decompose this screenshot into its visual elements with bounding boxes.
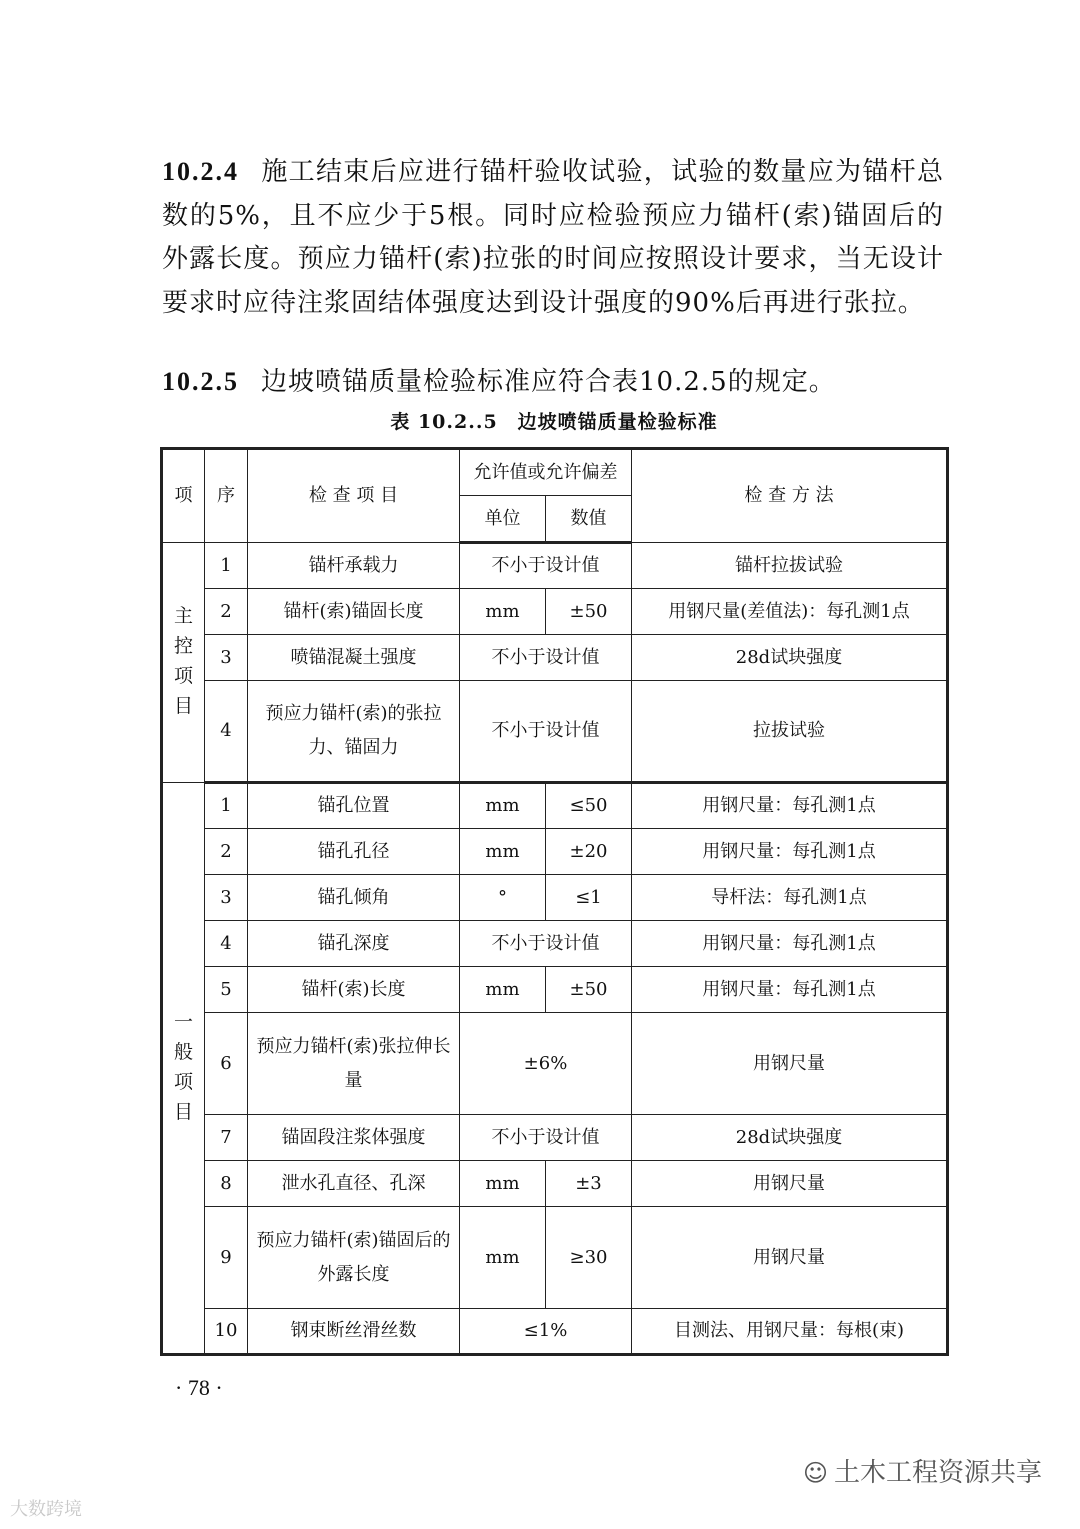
row-seq: 3 [205, 635, 248, 681]
row-seq: 8 [205, 1161, 248, 1207]
row-item: 预应力锚杆(索)张拉伸长量 [248, 1013, 460, 1115]
header-allowance: 允许值或允许偏差 [460, 449, 632, 496]
row-seq: 1 [205, 543, 248, 589]
row-seq: 2 [205, 829, 248, 875]
row-method: 28d试块强度 [632, 635, 948, 681]
row-item: 钢束断丝滑丝数 [248, 1309, 460, 1355]
page-number: · 78 · [175, 1375, 223, 1400]
row-allowance: 不小于设计值 [460, 543, 632, 589]
category-main [162, 543, 205, 783]
row-method: 导杆法：每孔测1点 [632, 875, 948, 921]
table-row [162, 921, 948, 967]
table-row [162, 589, 948, 635]
row-method: 锚杆拉拔试验 [632, 543, 948, 589]
row-method: 用钢尺量：每孔测1点 [632, 783, 948, 829]
table-row [162, 681, 948, 783]
watermark-right [803, 1452, 1042, 1489]
table-row [162, 1207, 948, 1309]
row-unit: mm [460, 589, 546, 635]
row-unit: ° [460, 875, 546, 921]
row-unit: mm [460, 829, 546, 875]
row-allowance: 不小于设计值 [460, 921, 632, 967]
row-method: 用钢尺量：每孔测1点 [632, 921, 948, 967]
category-main-text: 主控项目 [173, 605, 193, 717]
row-item: 锚杆(索)锚固长度 [248, 589, 460, 635]
row-value: ±50 [546, 589, 632, 635]
table-row [162, 875, 948, 921]
watermark-right-text: 土木工程资源共享 [833, 1458, 1042, 1488]
row-value: ±3 [546, 1161, 632, 1207]
row-method: 用钢尺量 [632, 1161, 948, 1207]
watermark-left: 大数跨境 [10, 1499, 82, 1520]
row-seq: 9 [205, 1207, 248, 1309]
row-unit: mm [460, 967, 546, 1013]
clause-text: 施工结束后应进行锚杆验收试验，试验的数量应为锚杆总数的5%，且不应少于5根。同时应检验预应力锚杆(索)锚固后的外露长度。预应力锚杆(索)拉张的时间应按照设计要求，当无设计要求时应待注浆固结体强度达到设计强度的90%后再进行张拉。 [162, 157, 944, 318]
row-item: 泄水孔直径、孔深 [248, 1161, 460, 1207]
row-item: 预应力锚杆(索)的张拉力、锚固力 [248, 681, 460, 783]
table-row [162, 829, 948, 875]
table-row [162, 635, 948, 681]
row-value: ±50 [546, 967, 632, 1013]
row-item: 锚孔孔径 [248, 829, 460, 875]
row-item: 锚杆承载力 [248, 543, 460, 589]
header-category: 项 [162, 449, 205, 543]
row-seq: 4 [205, 921, 248, 967]
row-method: 用钢尺量 [632, 1207, 948, 1309]
table-row [162, 783, 948, 829]
row-value: ≤1 [546, 875, 632, 921]
row-allowance: ≤1% [460, 1309, 632, 1355]
row-seq: 2 [205, 589, 248, 635]
row-seq: 6 [205, 1013, 248, 1115]
row-item: 锚孔位置 [248, 783, 460, 829]
row-seq: 10 [205, 1309, 248, 1355]
row-allowance: 不小于设计值 [460, 1115, 632, 1161]
clause-text: 边坡喷锚质量检验标准应符合表10.2.5的规定。 [261, 367, 836, 397]
row-item: 喷锚混凝土强度 [248, 635, 460, 681]
row-method: 用钢尺量：每孔测1点 [632, 829, 948, 875]
row-seq: 3 [205, 875, 248, 921]
category-general [162, 783, 205, 1355]
header-unit: 单位 [460, 496, 546, 543]
row-method: 用钢尺量：每孔测1点 [632, 967, 948, 1013]
row-seq: 4 [205, 681, 248, 783]
table-row [162, 1309, 948, 1355]
paragraph-10-2-5 [162, 360, 944, 405]
wechat-icon: ☺ [802, 1459, 828, 1487]
row-unit: mm [460, 1207, 546, 1309]
row-unit: mm [460, 783, 546, 829]
row-item: 锚杆(索)长度 [248, 967, 460, 1013]
row-method: 28d试块强度 [632, 1115, 948, 1161]
header-item: 检 查 项 目 [248, 449, 460, 543]
row-method: 用钢尺量 [632, 1013, 948, 1115]
row-method: 用钢尺量(差值法)：每孔测1点 [632, 589, 948, 635]
row-method: 拉拔试验 [632, 681, 948, 783]
table-caption: 表 10.2..5 边坡喷锚质量检验标准 [390, 411, 718, 433]
row-value: ±20 [546, 829, 632, 875]
row-value: ≤50 [546, 783, 632, 829]
row-item: 锚孔倾角 [248, 875, 460, 921]
row-seq: 1 [205, 783, 248, 829]
row-value: ≥30 [546, 1207, 632, 1309]
clause-number: 10.2.5 [162, 367, 239, 396]
table-row [162, 1115, 948, 1161]
row-unit: mm [460, 1161, 546, 1207]
row-allowance: 不小于设计值 [460, 681, 632, 783]
row-seq: 5 [205, 967, 248, 1013]
row-item: 锚孔深度 [248, 921, 460, 967]
row-item: 锚固段注浆体强度 [248, 1115, 460, 1161]
table-row [162, 1161, 948, 1207]
table-row [162, 967, 948, 1013]
paragraph-10-2-4 [162, 150, 944, 325]
table-row [162, 543, 948, 589]
header-seq: 序 [205, 449, 248, 543]
row-item: 预应力锚杆(索)锚固后的外露长度 [248, 1207, 460, 1309]
row-method: 目测法、用钢尺量：每根(束) [632, 1309, 948, 1355]
table-row [162, 1013, 948, 1115]
clause-number: 10.2.4 [162, 157, 239, 186]
header-value: 数值 [546, 496, 632, 543]
category-general-text: 一般项目 [173, 1010, 193, 1123]
row-allowance: 不小于设计值 [460, 635, 632, 681]
row-allowance: ±6% [460, 1013, 632, 1115]
inspection-standard-table [160, 447, 949, 1356]
header-method: 检 查 方 法 [632, 449, 948, 543]
row-seq: 7 [205, 1115, 248, 1161]
